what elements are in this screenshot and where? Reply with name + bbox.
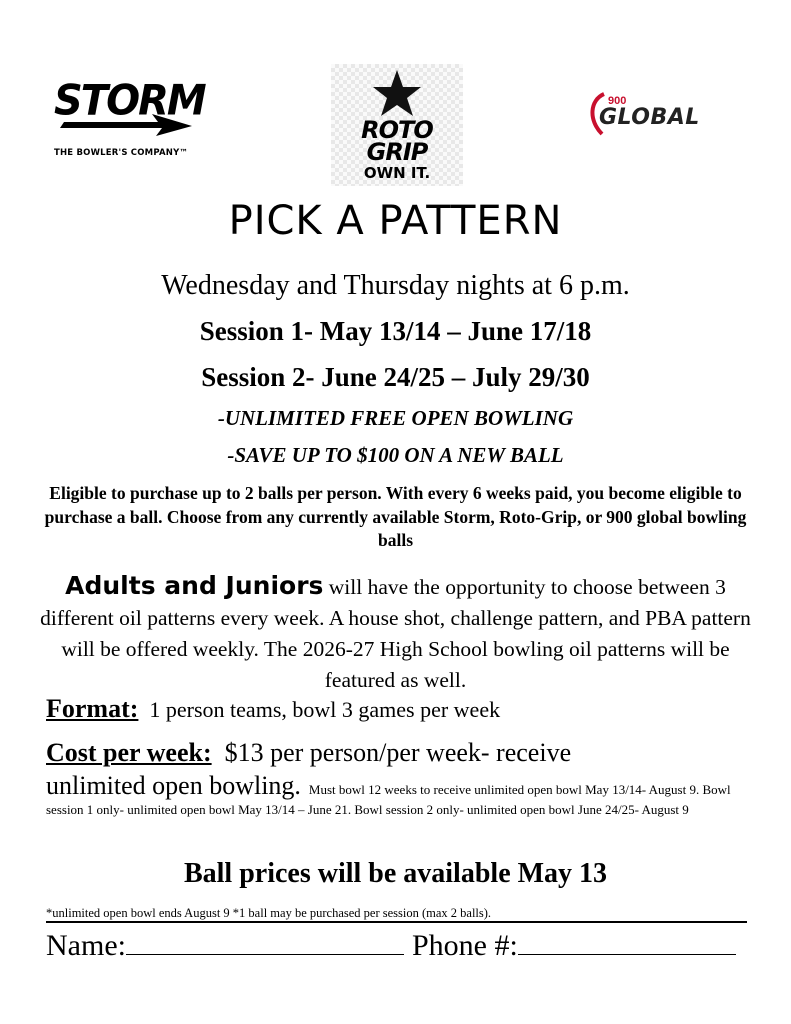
900-global-logo [586,90,746,140]
adults-juniors-lead: Adults and Juniors [65,571,324,600]
page-title: PICK A PATTERN [228,198,563,244]
format-row [46,694,500,724]
star-icon [367,68,427,118]
rotogrip-logo [331,64,463,186]
name-field[interactable] [126,928,404,955]
cost-note: Must bowl 12 weeks to receive unlimited open bowl May 13/14- August 9. Bowl session 1 only- unlimited open bowl May 13/14 – June 21. Bowl session 2 only- unlimited open bowl June 24/25- August 9 [46,782,731,817]
rotogrip-slogan: OWN IT. [363,164,431,182]
session-1-dates: Session 1- May 13/14 – June 17/18 [199,316,592,346]
global-prefix: 900 [608,95,627,107]
cost-open-bowling: unlimited open bowling. [46,771,301,800]
cost-label: Cost per week: [46,738,212,767]
phone-field[interactable] [518,928,736,955]
name-label: Name: [46,929,126,962]
phone-label: Phone #: [411,929,518,962]
cost-continuation [46,771,756,820]
signup-row [46,928,736,963]
storm-tagline: THE BOWLER'S COMPANY™ [54,148,189,158]
storm-logo [52,76,205,163]
rotogrip-word-roto: ROTO [361,116,433,144]
schedule-subtitle: Wednesday and Thursday nights at 6 p.m. [161,270,630,301]
format-text: 1 person teams, bowl 3 games per week [149,697,501,722]
divider [46,921,747,923]
eligibility-paragraph: Eligible to purchase up to 2 balls per person. With every 6 weeks paid, you become eligible to purchase a ball. Choose from any currently available Storm, Roto-Grip, or 900 global bowling balls [44,483,747,550]
cost-text: $13 per person/per week- receive [224,738,572,767]
format-label: Format: [46,694,139,723]
global-wordmark: GLOBAL [599,105,700,130]
cost-row [46,738,571,768]
session-2-dates: Session 2- June 24/25 – July 29/30 [201,362,590,392]
rotogrip-word-grip: GRIP [366,138,428,166]
ball-prices-heading: Ball prices will be available May 13 [183,858,608,889]
storm-wordmark: STORM [54,76,205,126]
perk-ball-savings: -SAVE UP TO $100 ON A NEW BALL [227,443,564,467]
adults-juniors-text: will have the opportunity to choose between 3 different oil patterns every week. A house shot, challenge pattern, and PBA pattern will be offered weekly. The 2026-27 High School bowling oil patterns will be featured as well. [40,575,751,692]
adults-juniors-paragraph [40,570,751,696]
perk-open-bowling: -UNLIMITED FREE OPEN BOWLING [217,406,574,430]
footnote: *unlimited open bowl ends August 9 *1 ball may be purchased per session (max 2 balls). [46,906,492,920]
